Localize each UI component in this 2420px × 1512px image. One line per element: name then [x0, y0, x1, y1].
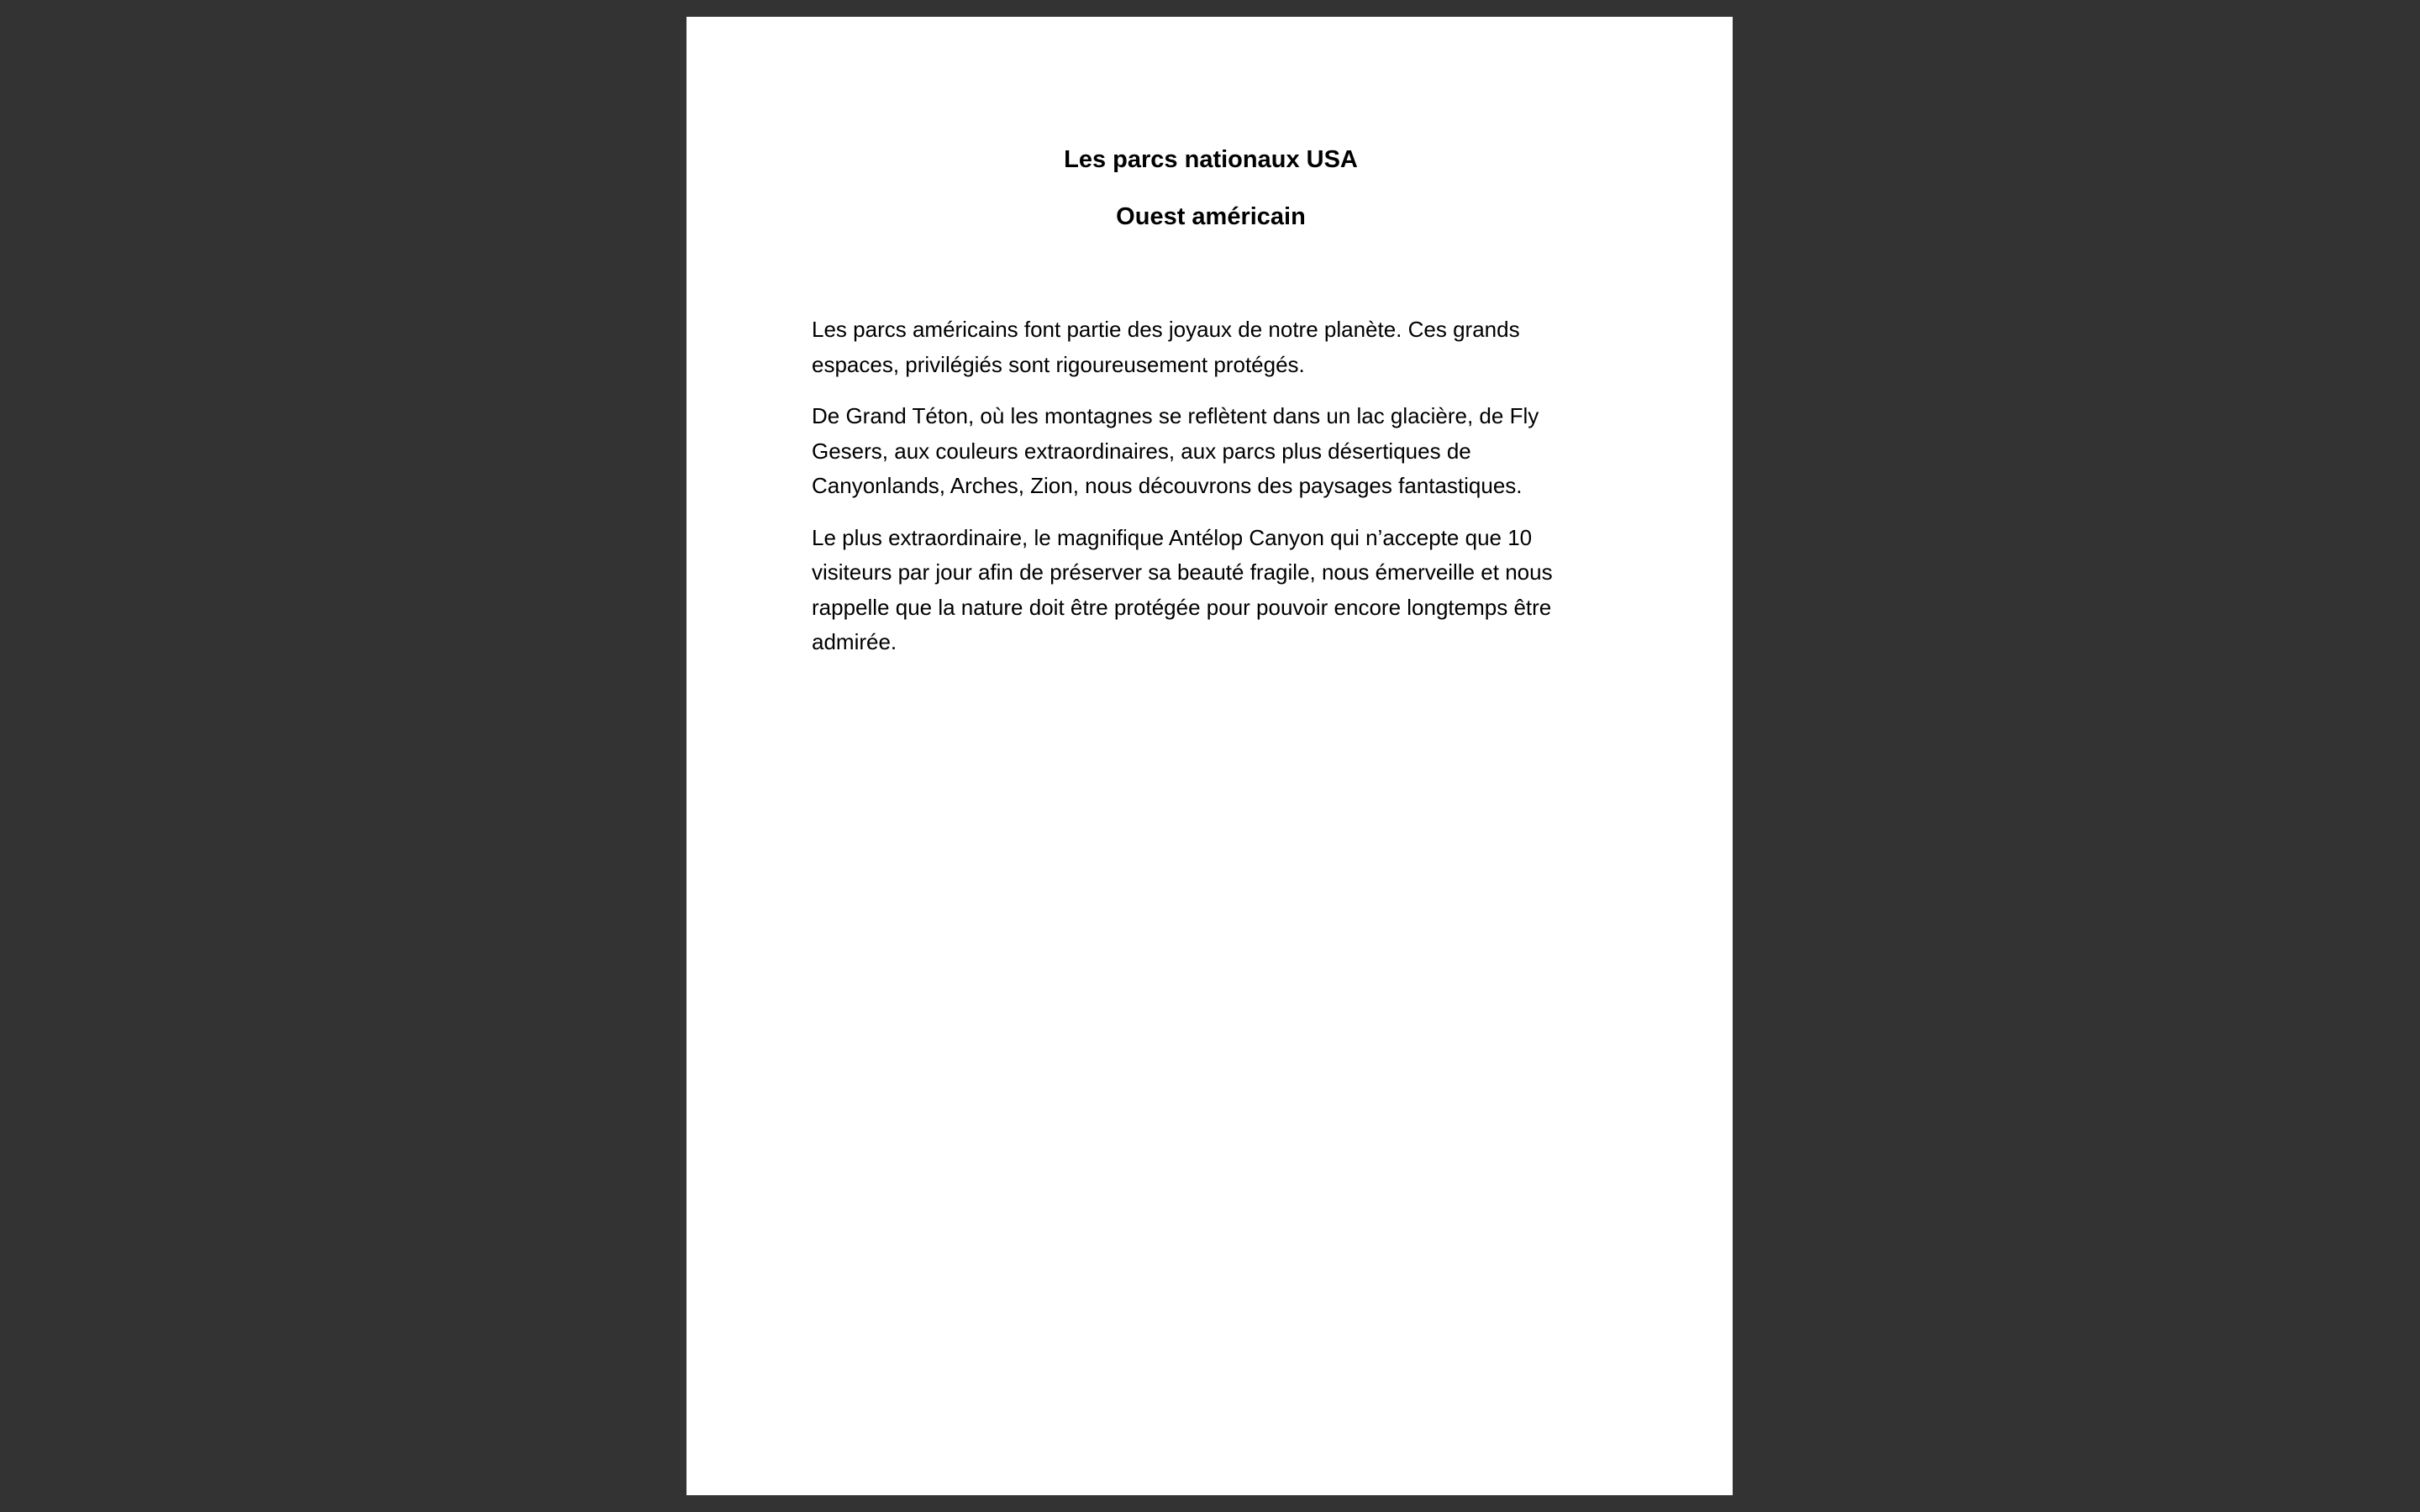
document-page [687, 17, 1733, 1495]
paragraph-parks: De Grand Téton, où les montagnes se reflètent dans un lac glacière, de Fly Gesers, aux couleurs extraordinaires, aux parcs plus désertiques de Canyonlands, Arches, Zion, nous découvrons des paysages fantastiques. [812, 403, 1539, 498]
paragraph-intro: Les parcs américains font partie des joyaux de notre planète. Ces grands espaces, privilégiés sont rigoureusement protégés. [812, 317, 1520, 377]
document-title: Les parcs nationaux USA [1064, 146, 1358, 173]
paragraph-antelope-canyon: Le plus extraordinaire, le magnifique Antélop Canyon qui n’accepte que 10 visiteurs par jour afin de préserver sa beauté fragile, nous émerveille et nous rappelle que la nature doit être protégée pour pouvoir encore longtemps être admirée. [812, 524, 1553, 654]
document-subtitle: Ouest américain [1116, 203, 1306, 230]
document-body [812, 312, 1610, 677]
